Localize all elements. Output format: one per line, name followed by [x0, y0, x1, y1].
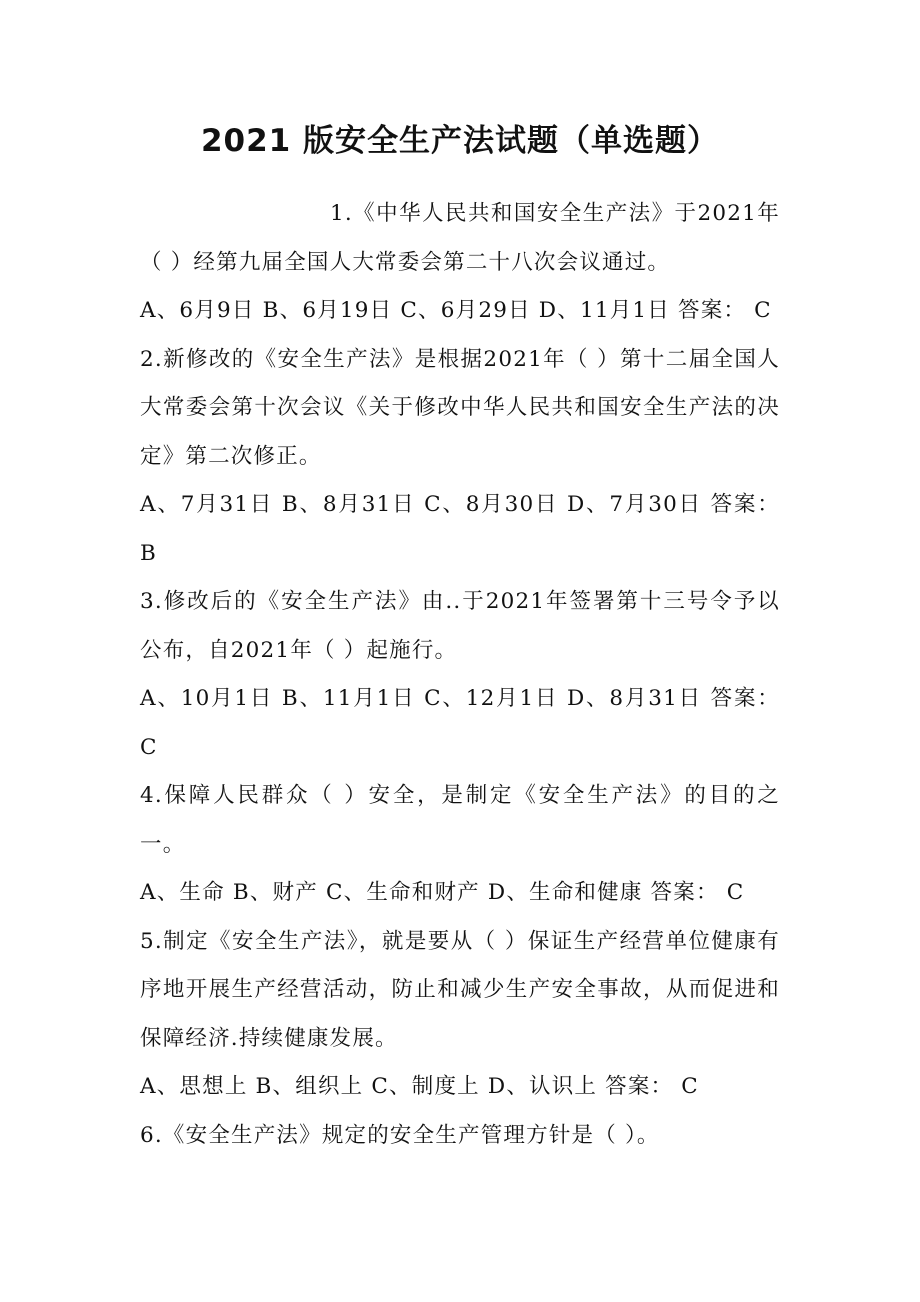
question-3: 3.修改后的《安全生产法》由..于2021年签署第十三号令予以公布，自2021年（ ）起施行。	[140, 589, 780, 663]
question-5: 5.制定《安全生产法》，就是要从（ ）保证生产经营单位健康有序地开展生产经营活动，防止和减少生产安全事故，从而促进和保障经济.持续健康发展。	[140, 928, 780, 1051]
question-1-options: A、6月9日 B、6月19日 C、6月29日 D、11月1日 答案： C	[140, 298, 772, 323]
question-1: 1.《中华人民共和国安全生产法》于2021年（ ）经第九届全国人大常委会第二十八次会议通过。	[140, 201, 780, 275]
document-title: 2021 版安全生产法试题（单选题）	[200, 123, 720, 159]
question-4: 4.保障人民群众（ ）安全，是制定《安全生产法》的目的之一。	[140, 783, 780, 857]
question-5-options: A、思想上 B、组织上 C、制度上 D、认识上 答案： C	[140, 1074, 699, 1099]
question-4-options: A、生命 B、财产 C、生命和财产 D、生命和健康 答案： C	[140, 880, 745, 905]
question-6: 6.《安全生产法》规定的安全生产管理方针是（ ）。	[140, 1122, 660, 1148]
question-2-options: A、7月31日 B、8月31日 C、8月30日 D、7月30日 答案： B	[140, 492, 780, 566]
question-3-options: A、10月1日 B、11月1日 C、12月1日 D、8月31日 答案： C	[140, 686, 780, 760]
question-2: 2.新修改的《安全生产法》是根据2021年（ ）第十二届全国人大常委会第十次会议《关于修改中华人民共和国安全生产法的决定》第二次修正。	[140, 346, 780, 469]
document-body	[140, 190, 780, 1160]
